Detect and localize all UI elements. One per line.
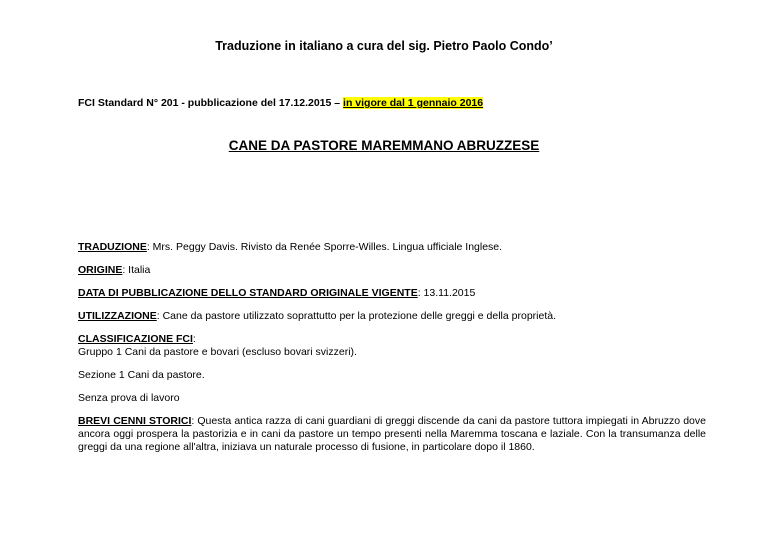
classificazione-gruppo: Gruppo 1 Cani da pastore e bovari (escluso bovari svizzeri). xyxy=(78,346,357,358)
classificazione-prova: Senza prova di lavoro xyxy=(78,392,180,404)
in-force-highlight: in vigore dal 1 gennaio 2016 xyxy=(343,97,484,109)
section-classificazione xyxy=(78,333,706,359)
classificazione-colon: : xyxy=(192,333,196,345)
section-storia xyxy=(78,415,706,454)
section-data-pubblicazione xyxy=(78,287,706,300)
translator-note: Traduzione in italiano a cura del sig. Pietro Paolo Condo’ xyxy=(215,39,553,53)
classificazione-sezione: Sezione 1 Cani da pastore. xyxy=(78,369,205,381)
standard-number-date: FCI Standard N° 201 - pubblicazione del 17.12.2015 – xyxy=(78,97,344,109)
standard-info xyxy=(78,97,483,109)
traduzione-text: : Mrs. Peggy Davis. Rivisto da Renée Sporre-Willes. Lingua ufficiale Inglese. xyxy=(146,241,503,253)
section-origine xyxy=(78,264,706,277)
storia-label: BREVI CENNI STORICI xyxy=(78,415,192,427)
data-pubblicazione-text: : 13.11.2015 xyxy=(417,287,476,299)
origine-label: ORIGINE xyxy=(78,264,123,276)
storia-text: : Questa antica razza di cani guardiani di greggi discende da cani da pastore tuttora impiegati in Abruzzo dove ancora oggi prospera la pastorizia e in cani da pastore un tempo presenti nella Maremma toscana e laziale. Con la transumanza delle greggi da una regione all'altra, iniziava un naturale processo di fusione, in particolare dopo il 1860. xyxy=(78,415,706,453)
section-utilizzazione xyxy=(78,310,706,323)
utilizzazione-text: : Cane da pastore utilizzato soprattutto per la protezione delle greggi e della proprietà. xyxy=(156,310,556,322)
data-pubblicazione-label: DATA DI PUBBLICAZIONE DELLO STANDARD ORIGINALE VIGENTE xyxy=(78,287,418,299)
section-traduzione xyxy=(78,241,706,254)
traduzione-label: TRADUZIONE xyxy=(78,241,147,253)
classificazione-label: CLASSIFICAZIONE FCI xyxy=(78,333,193,345)
origine-text: : Italia xyxy=(122,264,151,276)
document-title: CANE DA PASTORE MAREMMANO ABRUZZESE xyxy=(228,138,540,153)
utilizzazione-label: UTILIZZAZIONE xyxy=(78,310,157,322)
